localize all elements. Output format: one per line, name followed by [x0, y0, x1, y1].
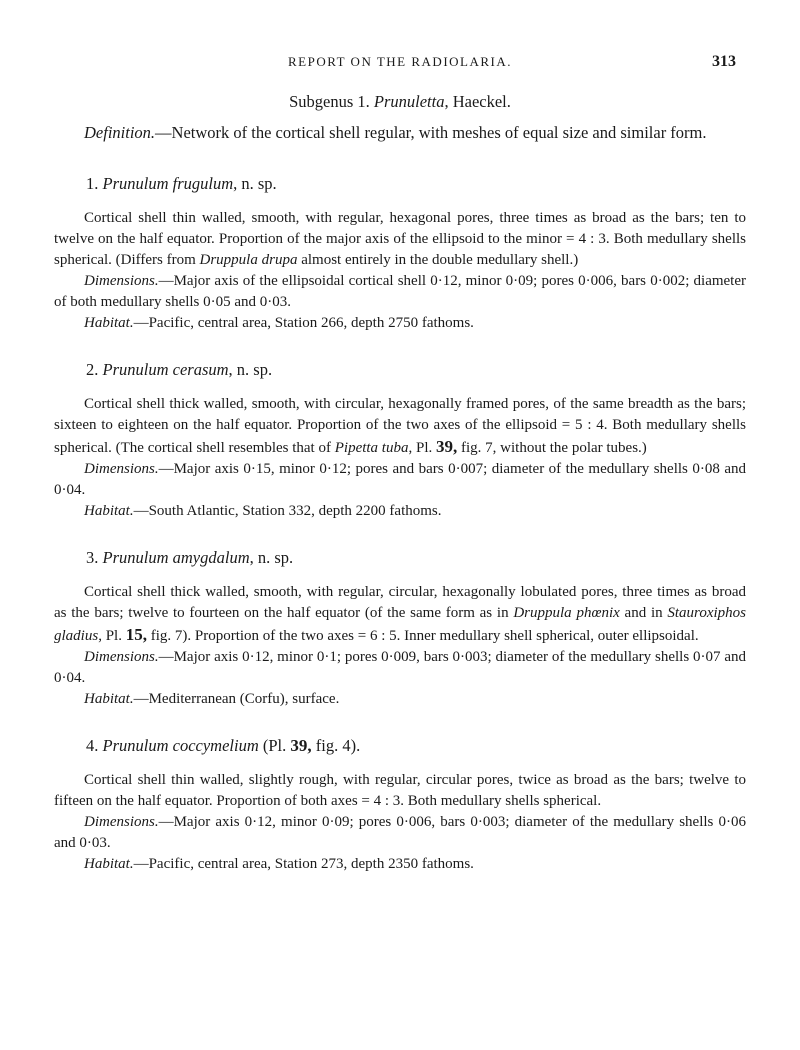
subgenus-author: , Haeckel. [444, 92, 511, 111]
definition-text: —Network of the cortical shell regular, with meshes of equal size and similar form. [155, 123, 707, 142]
species-number: 4. [86, 736, 99, 755]
species-dimensions [54, 812, 746, 854]
plate-number: 39, [290, 736, 312, 755]
species-entry [54, 546, 746, 710]
dimensions-label: Dimensions. [84, 649, 159, 665]
species-name: Prunulum frugulum [102, 174, 234, 193]
page-number: 313 [712, 53, 736, 70]
description-text: Cortical shell thick walled, smooth, with regular, circular, hexagonally lobulated pores, three times as broad as the bars; twelve to fourteen on the half equator (of the same form as in [54, 584, 746, 621]
taxon-reference: Druppula drupa [199, 252, 298, 268]
definition-label: Definition. [84, 123, 156, 142]
species-dimensions [54, 271, 746, 313]
dimensions-text: —Major axis 0·15, minor 0·12; pores and bars 0·007; diameter of the medullary shells 0·08 and 0·04. [54, 461, 746, 498]
description-text: and in [619, 605, 668, 621]
habitat-label: Habitat. [84, 503, 134, 519]
running-title: REPORT ON THE RADIOLARIA. [287, 54, 513, 69]
description-text: Cortical shell thin walled, smooth, with regular, hexagonal pores, three times as broad as the bars; ten to twelve on the half equator. Proportion of the major axis of the ellipsoid to the minor = 4 : 3. Both medullary shells spherical. (Differs from [54, 210, 746, 268]
species-entry [54, 358, 746, 522]
dimensions-text: —Major axis of the ellipsoidal cortical shell 0·12, minor 0·09; pores 0·006, bars 0·002; diameter of both medullary shells 0·05 and 0·03. [54, 273, 746, 310]
dimensions-label: Dimensions. [84, 814, 159, 830]
species-habitat [54, 313, 746, 334]
subgenus-name: Prunuletta [373, 92, 445, 111]
species-suffix: , n. sp. [228, 360, 273, 379]
subgenus-label: Subgenus 1. [289, 92, 370, 111]
species-dimensions [54, 459, 746, 501]
dimensions-text: —Major axis 0·12, minor 0·09; pores 0·006, bars 0·003; diameter of the medullary shells 0·06 and 0·03. [54, 814, 746, 851]
species-number: 1. [86, 174, 99, 193]
taxon-reference: Stauroxiphos gladius [54, 605, 747, 644]
species-entry [54, 172, 746, 334]
description-text: , Pl. [98, 628, 126, 644]
habitat-label: Habitat. [84, 691, 134, 707]
habitat-label: Habitat. [84, 856, 134, 872]
species-habitat [54, 501, 746, 522]
description-text: Cortical shell thin walled, slightly rough, with regular, circular pores, twice as broad as the bars; twelve to fifteen on the half equator. Proportion of both axes = 4 : 3. Both medullary shells spherical. [54, 772, 746, 809]
description-text: Cortical shell thick walled, smooth, with circular, hexagonally framed pores, of the same breadth as the bars; sixteen to eighteen on the half equator. Proportion of the two axes of the ellipsoid = 5 : 4. Both medullary shells spherical. (The cortical shell resembles that of [54, 396, 746, 456]
habitat-text: —Mediterranean (Corfu), surface. [133, 691, 340, 707]
species-description [54, 770, 746, 812]
plate-number: 39, [436, 437, 458, 456]
species-dimensions [54, 647, 746, 689]
habitat-text: —Pacific, central area, Station 273, depth 2350 fathoms. [133, 856, 474, 872]
species-name: Prunulum amygdalum [102, 548, 250, 567]
species-suffix: , n. sp. [233, 174, 277, 193]
species-number: 3. [86, 548, 99, 567]
plate-number: 15, [125, 625, 147, 644]
definition-paragraph [54, 122, 746, 144]
species-title [86, 172, 746, 196]
habitat-text: —Pacific, central area, Station 266, depth 2750 fathoms. [133, 315, 474, 331]
species-description [54, 394, 746, 459]
taxon-reference: Druppula phœnix [513, 605, 620, 621]
habitat-label: Habitat. [84, 315, 134, 331]
species-suffix: , n. sp. [249, 548, 294, 567]
species-habitat [54, 689, 746, 710]
taxon-reference: Pipetta tuba [334, 440, 409, 456]
species-name: Prunulum coccymelium [102, 736, 259, 755]
species-description [54, 582, 746, 647]
species-entry [54, 734, 746, 875]
species-title-pre: (Pl. [258, 736, 291, 755]
species-title-post: fig. 4). [311, 736, 361, 755]
description-text: fig. 7). Proportion of the two axes = 6 : 5. Inner medullary shell spherical, outer ellipsoidal. [146, 628, 699, 644]
subgenus-heading [54, 90, 746, 114]
species-title [86, 734, 746, 758]
description-text: , Pl. [408, 440, 436, 456]
species-name: Prunulum cerasum [102, 360, 229, 379]
habitat-text: —South Atlantic, Station 332, depth 2200 fathoms. [133, 503, 442, 519]
dimensions-label: Dimensions. [84, 273, 159, 289]
description-text: almost entirely in the double medullary shell.) [297, 252, 579, 268]
description-text: fig. 7, without the polar tubes.) [457, 440, 647, 456]
running-head [54, 50, 746, 74]
dimensions-text: —Major axis 0·12, minor 0·1; pores 0·009, bars 0·003; diameter of the medullary shells 0·07 and 0·04. [54, 649, 746, 686]
dimensions-label: Dimensions. [84, 461, 159, 477]
species-title [86, 358, 746, 382]
species-title [86, 546, 746, 570]
species-description [54, 208, 746, 271]
species-number: 2. [86, 360, 99, 379]
species-habitat [54, 854, 746, 875]
